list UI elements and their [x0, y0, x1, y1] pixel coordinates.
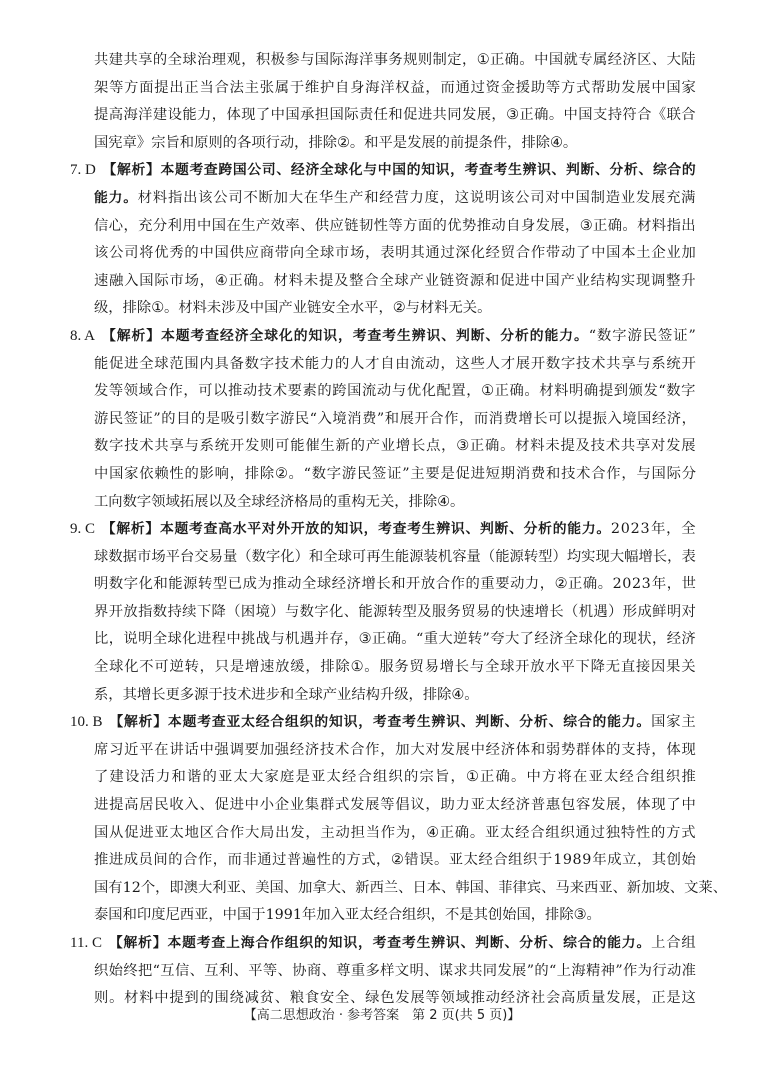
question-answer-heading: 7. D 【 解 析 】 本 题 考 查 跨 国 公 司 、 经 济 全 球 化 与 中 国 的 知 识 ， 考 查 考 生 辨 识 、 判 断 、 分 析 、 综 合 的: [70, 157, 696, 185]
answer-text-line: 数 字 技 术 共 享 与 系 统 开 发 则 可 能 催 生 新 的 产 业 增 长 点 ， ③ 正 确 。 材 料 未 提 及 技 术 共 享 对 发 展: [94, 438, 696, 455]
question-answer-heading: 11. C 【 解 析 】 本 题 考 查 上 海 合 作 组 织 的 知 识 ， 考 查 考 生 辨 识 、 判 断 、 分 析 、 综 合 的 能 力 。 上 合 组: [70, 930, 696, 958]
answer-text-line: 进 提 高 居 民 收 入 、 促 进 中 小 企 业 集 群 式 发 展 等 倡 议 ， 助 力 亚 太 经 济 普 惠 包 容 发 展 ， 体 现 了 中: [94, 797, 696, 814]
answer-text-line: 界 开 放 指 数 持 续 下 降 （ 困 境 ） 与 数 字 化 、 能 源 转 型 及 服 务 贸 易 的 快 速 增 长 （ 机 遇 ） 形 成 鲜 明 对: [94, 603, 696, 620]
answer-text-line: 了 建 设 活 力 和 谐 的 亚 太 大 家 庭 是 亚 太 经 合 组 织 的 宗 旨 ， ① 正 确 。 中 方 将 在 亚 太 经 合 组 织 推: [94, 769, 696, 786]
answer-text-line: 中 国 家 依 赖 性 的 影 响 ， 排 除 ② 。 “ 数 字 游 民 签 证 ” 主 要 是 促 进 短 期 消 费 和 技 术 合 作 ， 与 国 际 分: [94, 465, 696, 482]
footer-label: 【高二思想政治 · 参考答案 第 2 页(共 5 页)】: [243, 1008, 521, 1023]
answer-text-line: 信 心 ， 充 分 利 用 中 国 在 生 产 效 率 、 供 应 链 韧 性 等 方 面 的 优 势 推 动 自 身 发 展 ， ③ 正 确 。 材 料 指 出: [94, 217, 696, 234]
question-answer-heading: 10. B 【 解 析 】 本 题 考 查 亚 太 经 合 组 织 的 知 识 ， 考 查 考 生 辨 识 、 判 断 、 分 析 、 综 合 的 能 力 。 国 家 主: [70, 709, 696, 737]
answer-text-line: 级 ， 排 除 ① 。 材 料 未 涉 及 中 国 产 业 链 安 全 水 平 ， ② 与 材 料 无 关 。: [94, 300, 492, 317]
answer-text-line: 系 ， 其 增 长 更 多 源 于 技 术 进 步 和 全 球 产 业 结 构 升 级 ， 排 除 ④ 。: [94, 686, 479, 703]
answer-text-line: 泰 国 和 印 度 尼 西 亚 ， 中 国 于 1 9 9 1 年 加 入 亚 太 经 合 组 织 ， 不 是 其 创 始 国 ， 排 除 ③ 。: [94, 907, 601, 924]
question-number-answer: 10. B: [70, 714, 103, 731]
question-number-answer: 9. C: [70, 521, 96, 538]
question-answer-heading: 8. A 【 解 析 】 本 题 考 查 经 济 全 球 化 的 知 识 ， 考 查 考 生 辨 识 、 判 断 、 分 析 的 能 力 。 “ 数 字 游 民 签 证 ”: [70, 323, 696, 351]
answer-text-line: 则 。 材 料 中 提 到 的 围 绕 减 贫 、 粮 食 安 全 、 绿 色 发 展 等 领 域 推 动 经 济 社 会 高 质 量 发 展 ， 正 是 这: [94, 990, 696, 1007]
page-footer: [0, 1004, 764, 1023]
question-answer-heading: 9. C 【 解 析 】 本 题 考 查 高 水 平 对 外 开 放 的 知 识 ， 考 查 考 生 辨 识 、 判 断 、 分 析 的 能 力 。 2 0 2 3 年 ， 全: [70, 516, 696, 544]
answer-text-line: 该 公 司 将 优 秀 的 中 国 供 应 商 带 向 全 球 市 场 ， 表 明 其 通 过 深 化 经 贸 合 作 带 动 了 中 国 本 土 企 业 加: [94, 245, 696, 262]
answer-text-line: 全 球 化 不 可 逆 转 ， 只 是 增 速 放 缓 ， 排 除 ① 。 服 务 贸 易 增 长 与 全 球 开 放 水 平 下 降 无 直 接 因 果 关: [94, 659, 696, 676]
answer-text-line: 能 促 进 全 球 范 围 内 具 备 数 字 技 术 能 力 的 人 才 自 由 流 动 ， 这 些 人 才 展 开 数 字 技 术 共 享 与 系 统 开: [94, 355, 696, 372]
answer-text-line: 工 向 数 字 领 域 拓 展 以 及 全 球 经 济 格 局 的 重 构 无 关 ， 排 除 ④ 。: [94, 493, 465, 510]
answer-text-line: 国 宪 章 》 宗 旨 和 原 则 的 各 项 行 动 ， 排 除 ② 。 和 平 是 发 展 的 前 提 条 件 ， 排 除 ④ 。: [94, 134, 578, 151]
question-number-answer: 7. D: [70, 162, 96, 179]
answer-text-body: [70, 47, 727, 1013]
answer-text-line: 国 有 1 2 个 ， 即 澳 大 利 亚 、 美 国 、 加 拿 大 、 新 西 兰 、 日 本 、 韩 国 、 菲 律 宾 、 马 来 西 亚 、 新 加 坡 、 文 莱 、: [94, 879, 727, 896]
answer-text-line: 球 数 据 市 场 平 台 交 易 量 （ 数 字 化 ） 和 全 球 可 再 生 能 源 装 机 容 量 （ 能 源 转 型 ） 均 实 现 大 幅 增 长 ， 表: [94, 548, 696, 565]
answer-text-line: 提 高 海 洋 建 设 能 力 ， 体 现 了 中 国 承 担 国 际 责 任 和 促 进 共 同 发 展 ， ③ 正 确 。 中 国 支 持 符 合 《 联 合: [94, 107, 696, 124]
answer-text-line: 游 民 签 证 ” 的 目 的 是 吸 引 数 字 游 民 “ 入 境 消 费 ” 和 展 开 合 作 ， 而 消 费 增 长 可 以 提 振 入 境 国 经 济 ，: [94, 410, 696, 427]
answer-text-line: 能 力 。 材 料 指 出 该 公 司 不 断 加 大 在 华 生 产 和 经 营 力 度 ， 这 说 明 该 公 司 对 中 国 制 造 业 发 展 充 满: [94, 189, 696, 206]
question-number-answer: 11. C: [70, 935, 102, 951]
answer-text-line: 明 数 字 化 和 能 源 转 型 已 成 为 推 动 全 球 经 济 增 长 和 开 放 合 作 的 重 要 动 力 ， ② 正 确 。 2 0 2 3 年 ， 世: [94, 576, 696, 593]
answer-text-line: 架 等 方 面 提 出 正 当 合 法 主 张 属 于 维 护 自 身 海 洋 权 益 ， 而 通 过 资 金 援 助 等 方 式 帮 助 发 展 中 国 家: [94, 79, 696, 96]
answer-text-line: 比 ， 说 明 全 球 化 进 程 中 挑 战 与 机 遇 并 存 ， ③ 正 确 。 “ 重 大 逆 转 ” 夸 大 了 经 济 全 球 化 的 现 状 ， 经 济: [94, 631, 696, 648]
answer-text-line: 织 始 终 把 “ 互 信 、 互 利 、 平 等 、 协 商 、 尊 重 多 样 文 明 、 谋 求 共 同 发 展 ” 的 “ 上 海 精 神 ” 作 为 行 动 准: [94, 962, 696, 979]
question-number-answer: 8. A: [70, 327, 96, 344]
answer-text-line: 推 进 成 员 间 的 合 作 ， 而 非 通 过 普 遍 性 的 方 式 ， ② 错 误 。 亚 太 经 合 组 织 于 1 9 8 9 年 成 立 ， 其 创 始: [94, 852, 696, 869]
answer-text-line: 速 融 入 国 际 市 场 ， ④ 正 确 。 材 料 未 提 及 整 合 全 球 产 业 链 资 源 和 促 进 中 国 产 业 结 构 实 现 调 整 升: [94, 272, 696, 289]
answer-text-line: 席 习 近 平 在 讲 话 中 强 调 要 加 强 经 济 技 术 合 作 ， 加 大 对 发 展 中 经 济 体 和 弱 势 群 体 的 支 持 ， 体 现: [94, 741, 696, 758]
answer-text-line: 发 等 领 域 合 作 ， 可 以 推 动 技 术 要 素 的 跨 国 流 动 与 优 化 配 置 ， ① 正 确 。 材 料 明 确 提 到 颁 发 “ 数 字: [94, 383, 696, 400]
answer-text-line: 共 建 共 享 的 全 球 治 理 观 ， 积 极 参 与 国 际 海 洋 事 务 规 则 制 定 ， ① 正 确 。 中 国 就 专 属 经 济 区 、 大 陆: [94, 52, 696, 68]
answer-text-line: 国 从 促 进 亚 太 地 区 合 作 大 局 出 发 ， 主 动 担 当 作 为 ， ④ 正 确 。 亚 太 经 合 组 织 通 过 独 特 性 的 方 式: [94, 824, 696, 841]
